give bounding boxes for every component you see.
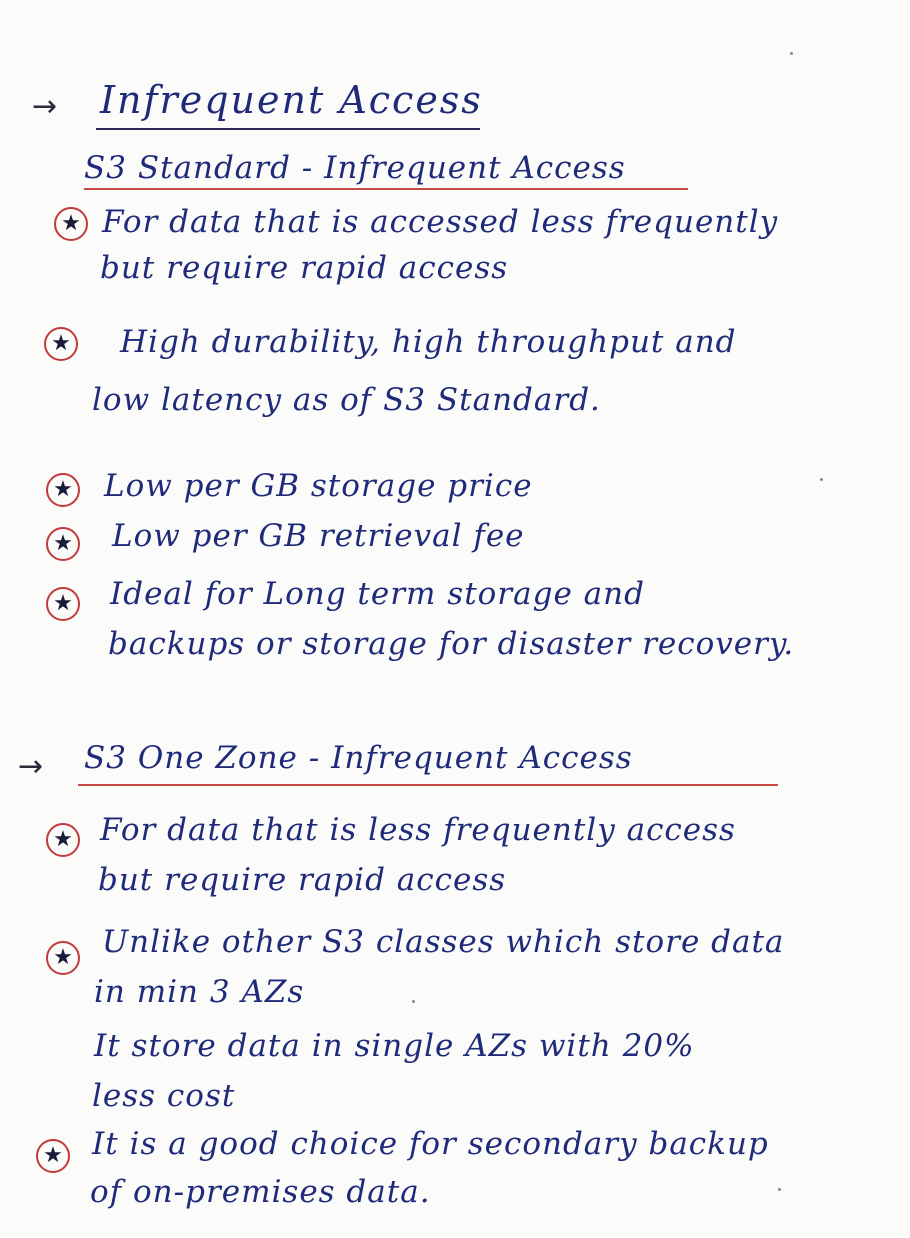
s1-bullet1-line2: but require rapid access — [100, 250, 509, 286]
paper-speck — [778, 1188, 781, 1191]
arrow-icon: → — [32, 89, 58, 124]
s1-bullet1-line1: For data that is accessed less frequently — [102, 204, 779, 240]
arrow-icon: → — [18, 749, 44, 784]
s2-bullet3-line2: of on-premises data. — [90, 1174, 431, 1210]
star-bullet-icon: ★ — [36, 1139, 70, 1173]
section1-subheading: S3 Standard - Infrequent Access — [84, 150, 626, 186]
s1-bullet4-line1: Low per GB retrieval fee — [112, 518, 525, 554]
star-bullet-icon: ★ — [46, 527, 80, 561]
paper-speck — [790, 52, 793, 55]
s1-bullet5-line2: backups or storage for disaster recovery. — [108, 626, 795, 662]
section1-heading: Infrequent Access — [100, 78, 483, 122]
paper-speck — [820, 478, 823, 481]
star-bullet-icon: ★ — [44, 327, 78, 361]
star-bullet-icon: ★ — [46, 473, 80, 507]
section2-heading-underline — [78, 784, 778, 786]
s1-bullet2-line2: low latency as of S3 Standard. — [92, 382, 601, 418]
s2-bullet2-line1: Unlike other S3 classes which store data — [102, 924, 785, 960]
s2-bullet1-line2: but require rapid access — [98, 862, 507, 898]
s1-bullet3-line1: Low per GB storage price — [104, 468, 533, 504]
s1-bullet5-line1: Ideal for Long term storage and — [110, 576, 645, 612]
star-bullet-icon: ★ — [46, 587, 80, 621]
section2-heading: S3 One Zone - Infrequent Access — [84, 740, 633, 776]
star-bullet-icon: ★ — [46, 941, 80, 975]
section1-heading-underline — [96, 128, 480, 130]
s2-bullet2-line3: It store data in single AZs with 20% — [94, 1028, 695, 1064]
s2-bullet2-line2: in min 3 AZs — [94, 974, 305, 1010]
s2-bullet2-line4: less cost — [92, 1078, 236, 1114]
star-bullet-icon: ★ — [54, 207, 88, 241]
paper-speck — [412, 1000, 415, 1003]
star-bullet-icon: ★ — [46, 823, 80, 857]
s1-bullet2-line1: High durability, high throughput and — [120, 324, 737, 360]
s2-bullet1-line1: For data that is less frequently access — [100, 812, 736, 848]
section1-subheading-underline — [84, 188, 688, 190]
s2-bullet3-line1: It is a good choice for secondary backup — [92, 1126, 769, 1162]
